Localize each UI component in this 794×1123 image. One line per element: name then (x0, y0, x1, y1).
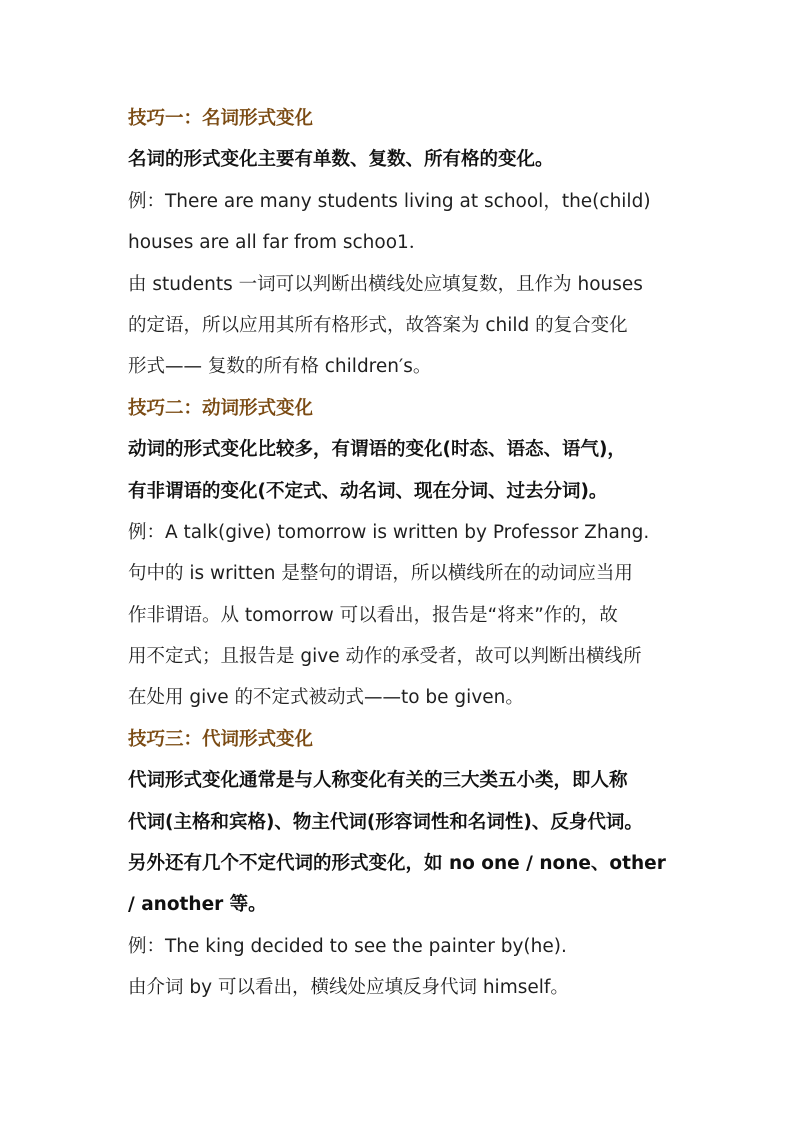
explanation-line: 形式—— 复数的所有格 children′s。 (128, 356, 432, 378)
rule-line: / another 等。 (128, 894, 267, 916)
explanation-line: 由介词 by 可以看出，横线处应填反身代词 himself。 (128, 977, 569, 999)
example-line: 例：There are many students living at school，the(child) (128, 190, 651, 212)
rule-line: 代词形式变化通常是与人称变化有关的三大类五小类，即人称 (128, 770, 628, 792)
example-line: 例：A talk(give) tomorrow is written by Professor Zhang. (128, 521, 650, 543)
section-noun (128, 98, 673, 388)
explanation-line: 作非谓语。从 tomorrow 可以看出，报告是“将来”作的，故 (128, 604, 618, 626)
section-pronoun (128, 719, 673, 1009)
explanation-line: 在处用 give 的不定式被动式——to be given。 (128, 687, 524, 709)
example-line: houses are all far from schoo1． (128, 232, 428, 254)
explanation-line: 用不定式；且报告是 give 动作的承受者，故可以判断出横线所 (128, 646, 642, 668)
section-verb (128, 388, 673, 719)
rule-line: 代词(主格和宾格)、物主代词(形容词性和名词性)、反身代词。 (128, 811, 643, 833)
section-heading: 技巧二：动词形式变化 (128, 397, 314, 419)
example-line: 例：The king decided to see the painter by(he). (128, 935, 567, 957)
rule-line: 名词的形式变化主要有单数、复数、所有格的变化。 (128, 149, 554, 171)
document-page (128, 98, 673, 1009)
rule-line: 动词的形式变化比较多，有谓语的变化(时态、语态、语气)， (128, 439, 626, 461)
rule-line: 有非谓语的变化(不定式、动名词、现在分词、过去分词)。 (128, 480, 608, 502)
explanation-line: 由 students 一词可以判断出横线处应填复数，且作为 houses (128, 273, 643, 295)
explanation-line: 的定语，所以应用其所有格形式，故答案为 child 的复合变化 (128, 314, 628, 336)
rule-line: 另外还有几个不定代词的形式变化，如 no one / none、other (128, 853, 666, 875)
section-heading: 技巧一：名词形式变化 (128, 108, 314, 129)
section-heading: 技巧三：代词形式变化 (128, 728, 314, 750)
explanation-line: 句中的 is written 是整句的谓语，所以横线所在的动词应当用 (128, 563, 633, 585)
